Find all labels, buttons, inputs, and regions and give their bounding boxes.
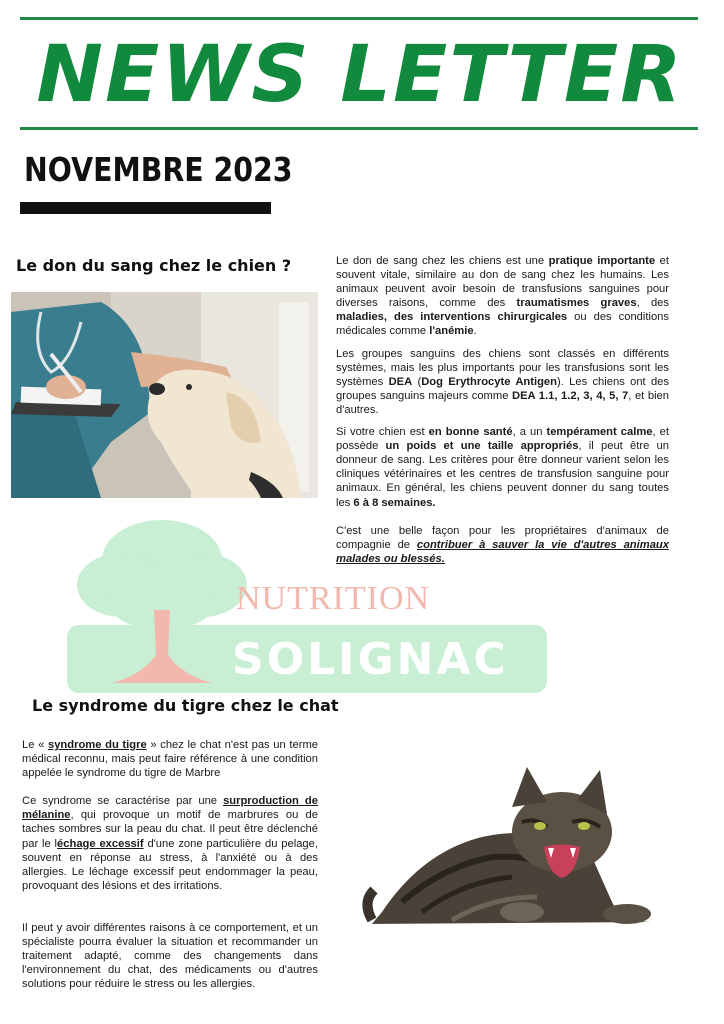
newsletter-title: NEWS LETTER xyxy=(36,30,684,120)
bottom-green-rule xyxy=(20,127,698,130)
section2-text xyxy=(22,738,318,999)
section2-paragraph-3: Il peut y avoir différentes raisons à ce comportement, et un spécialiste pourra évaluer la situation et recommander un traitement adapté, comme des changements dans l'environnement du chat, des médicaments ou d'autres solutions pour réduire le stress ou les allergies. xyxy=(22,921,318,991)
section1-paragraph-1: Le don de sang chez les chiens est une pratique importante et souvent vitale, similaire au don de sang chez les humains. Les animaux peuvent avoir besoin de transfusions sanguines pour diverses raisons, comme des traumatismes graves, des maladies, des interventions chirurgicales ou des conditions médicales comme l'anémie. xyxy=(336,255,670,338)
logo-brand-text: SOLIGNAC xyxy=(232,634,509,685)
section1-paragraph-3: Si votre chien est en bonne santé, a un tempérament calme, et possède un poids et une taille appropriés, il peut être un donneur de sang. Les critères pour être donneur varient selon les cliniques vétérinaires et les centres de transfusion sanguine pour animaux. En général, les chiens peuvent donner du sang toutes les 6 à 8 semaines. xyxy=(336,426,669,509)
date-underline-bar xyxy=(20,202,271,214)
issue-date: NOVEMBRE 2023 xyxy=(24,150,293,189)
section2-paragraph-2: Ce syndrome se caractérise par une surproduction de mélanine, qui provoque un motif de marbrures ou de taches sombres sur la peau du chat. Il peut être déclenché par le léchage excessif d'une zone particulière du pelage, souvent en réponse au stress, à l'anxiété ou à des allergies. Le léchage excessif peut endommager la peau, provoquant des lésions et des irritations. xyxy=(22,795,318,892)
hissing-tabby-cat-photo xyxy=(362,762,662,932)
section2-heading: Le syndrome du tigre chez le chat xyxy=(32,696,339,715)
vet-with-dog-photo xyxy=(11,292,318,498)
section1-paragraph-2: Les groupes sanguins des chiens sont classés en différents systèmes, mais les plus importants pour les transfusions sont les systèmes DEA (Dog Erythrocyte Antigen). Les chiens ont des groupes sanguins majeurs comme DEA 1.1, 1.2, 3, 4, 5, 7, et bien d'autres. xyxy=(336,347,670,416)
section1-paragraph-4: C'est une belle façon pour les propriétaires d'animaux de compagnie de contribuer à sauver la vie d'autres animaux malades ou blessés. xyxy=(336,524,669,565)
section1-heading: Le don du sang chez le chien ? xyxy=(16,256,292,275)
top-green-rule xyxy=(20,17,698,20)
logo-nutrition-text: NUTRITION xyxy=(236,580,431,617)
section2-paragraph-1: Le « syndrome du tigre » chez le chat n'est pas un terme médical reconnu, mais peut faire référence à une condition appelée le syndrome du tigre de Marbre xyxy=(22,739,318,780)
